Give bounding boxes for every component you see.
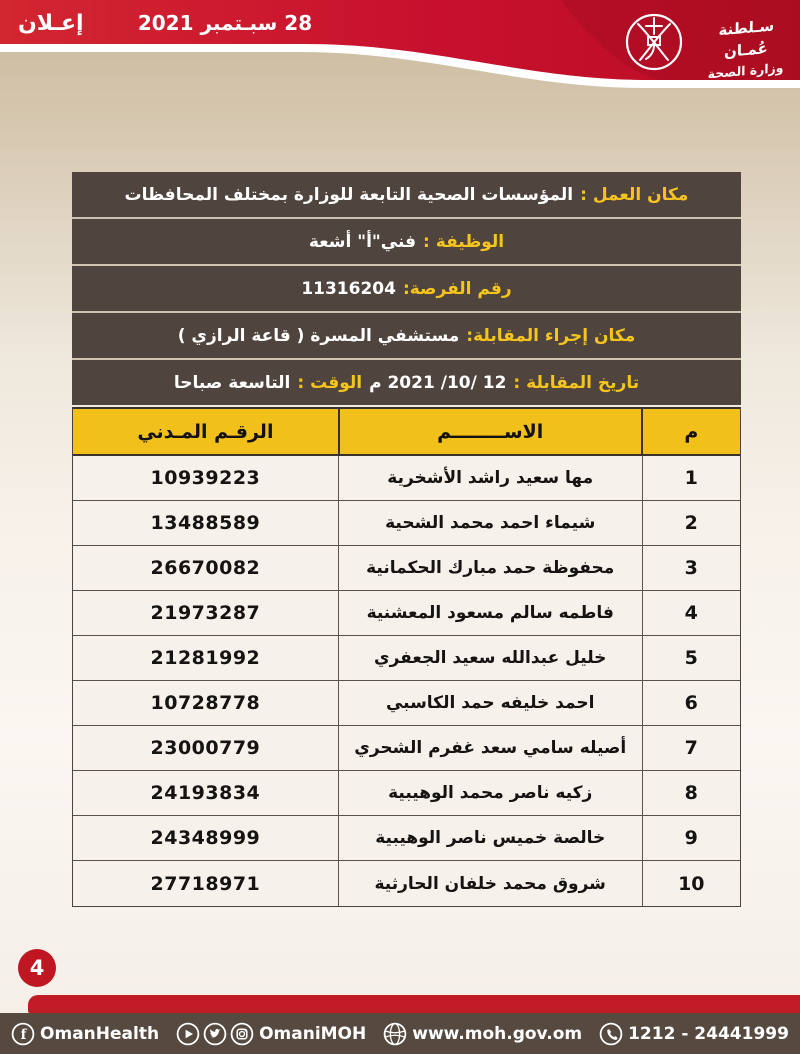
interview-date-value: 12 /10/ 2021 م xyxy=(369,372,507,393)
civil-id-cell: 13488589 xyxy=(150,512,261,534)
name-cell: أصيله سامي سعد غفرم الشحري xyxy=(338,726,643,770)
social-links[interactable] xyxy=(176,1022,366,1046)
page-number-badge: 4 xyxy=(18,949,56,987)
vacancy-info xyxy=(72,172,741,405)
opportunity-label: رقم الفرصة: xyxy=(402,278,512,299)
youtube-icon xyxy=(176,1022,200,1046)
name-cell: خليل عبدالله سعيد الجعفري xyxy=(338,636,643,680)
index-cell: 2 xyxy=(684,512,698,534)
table-row xyxy=(73,681,740,726)
opportunity-value: 11316204 xyxy=(301,278,396,299)
info-row-job xyxy=(72,219,741,266)
website-url: www.moh.gov.om xyxy=(412,1023,583,1044)
civil-id-cell: 10728778 xyxy=(150,692,261,714)
index-cell: 1 xyxy=(684,467,698,489)
civil-id-cell: 26670082 xyxy=(150,557,261,579)
table-row xyxy=(73,501,740,546)
announcement-label: إعـلان xyxy=(18,11,84,36)
name-cell: شروق محمد خلفان الحارثية xyxy=(338,861,643,906)
footer-bar xyxy=(0,1013,800,1054)
candidates-table xyxy=(72,407,741,907)
index-cell: 5 xyxy=(684,647,698,669)
sultanate-text: سـلطنة عُمـان xyxy=(718,16,775,61)
table-row xyxy=(73,861,740,906)
table-row xyxy=(73,771,740,816)
workplace-label: مكان العمل : xyxy=(580,184,689,205)
civil-id-cell: 21281992 xyxy=(150,647,261,669)
website-link[interactable] xyxy=(383,1022,582,1046)
index-cell: 8 xyxy=(684,782,698,804)
candidates-rows xyxy=(73,456,740,906)
oman-crescent-khanjar-emblem-icon xyxy=(618,4,694,80)
instagram-icon xyxy=(230,1022,254,1046)
workplace-value: المؤسسات الصحية التابعة للوزارة بمختلف المحافظات xyxy=(124,184,574,205)
facebook-handle: OmanHealth xyxy=(40,1023,160,1044)
name-cell: مها سعيد راشد الأشخرية xyxy=(338,456,643,500)
table-row xyxy=(73,591,740,636)
ministry-calligraphy xyxy=(700,14,793,84)
index-cell: 3 xyxy=(684,557,698,579)
info-row-opportunity-number xyxy=(72,266,741,313)
twitter-icon xyxy=(203,1022,227,1046)
svg-text:f: f xyxy=(20,1026,27,1043)
name-cell: خالصة خميس ناصر الوهيبية xyxy=(338,816,643,860)
ministry-text: وزارة الصحة xyxy=(707,59,784,81)
job-value: فني"أ" أشعة xyxy=(308,231,417,252)
header-date: 28 سبـتمبر 2021 xyxy=(137,11,313,35)
name-cell: فاطمه سالم مسعود المعشنية xyxy=(338,591,643,635)
index-cell: 7 xyxy=(684,737,698,759)
info-row-interview-date xyxy=(72,360,741,405)
index-cell: 10 xyxy=(678,872,705,895)
civil-id-cell: 27718971 xyxy=(150,872,261,895)
civil-id-header: الرقـم المـدني xyxy=(137,420,274,443)
table-row xyxy=(73,456,740,501)
phone-contact[interactable] xyxy=(599,1022,789,1046)
facebook-link[interactable] xyxy=(11,1022,159,1046)
table-row xyxy=(73,726,740,771)
name-cell: زكيه ناصر محمد الوهيبية xyxy=(338,771,643,815)
facebook-icon xyxy=(11,1022,35,1046)
index-cell: 6 xyxy=(684,692,698,714)
interview-place-value: مستشفي المسرة ( قاعة الرازي ) xyxy=(177,325,460,346)
table-header-row xyxy=(73,407,740,456)
info-row-workplace xyxy=(72,172,741,219)
name-cell: احمد خليفه حمد الكاسبي xyxy=(338,681,643,725)
moh-logo xyxy=(612,2,797,82)
civil-id-cell: 21973287 xyxy=(150,602,261,624)
index-cell: 4 xyxy=(684,602,698,624)
index-cell: 9 xyxy=(684,827,698,849)
info-row-interview-place xyxy=(72,313,741,360)
table-row xyxy=(73,816,740,861)
phone-icon xyxy=(599,1022,623,1046)
globe-icon xyxy=(383,1022,407,1046)
interview-date-label: تاريخ المقابلة : xyxy=(513,372,640,393)
civil-id-cell: 24193834 xyxy=(150,782,261,804)
civil-id-cell: 24348999 xyxy=(150,827,261,849)
interview-place-label: مكان إجراء المقابلة: xyxy=(466,325,636,346)
name-cell: محفوظة حمد مبارك الحكمانية xyxy=(338,546,643,590)
table-row xyxy=(73,636,740,681)
footer-red-strip xyxy=(28,995,800,1013)
social-handle: OmaniMOH xyxy=(259,1023,367,1044)
civil-id-cell: 23000779 xyxy=(150,737,261,759)
interview-time-value: التاسعة صباحا xyxy=(173,372,291,393)
name-header: الاســــــــم xyxy=(338,409,643,454)
job-label: الوظيفة : xyxy=(423,231,505,252)
name-cell: شيماء احمد محمد الشحية xyxy=(338,501,643,545)
civil-id-cell: 10939223 xyxy=(150,467,261,489)
phone-number: 1212 - 24441999 xyxy=(628,1023,789,1044)
interview-time-label: الوقت : xyxy=(297,372,363,393)
index-header: م xyxy=(684,420,699,443)
table-row xyxy=(73,546,740,591)
